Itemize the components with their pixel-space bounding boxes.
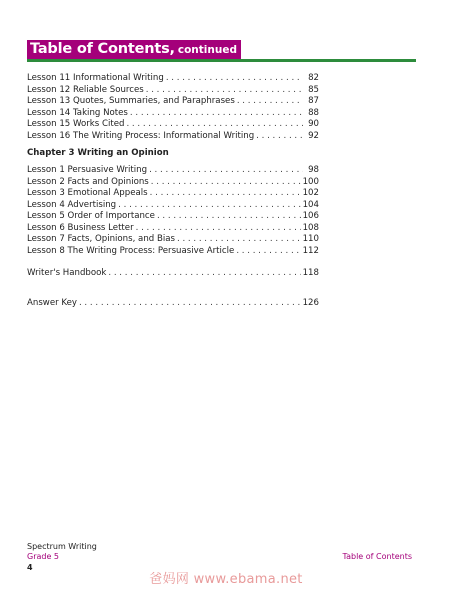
leader-dots [236, 246, 300, 258]
watermark: 爸妈网 www.ebama.net [149, 572, 303, 587]
spacer [27, 280, 319, 298]
toc-entry[interactable] [27, 73, 319, 85]
toc-entry[interactable] [27, 211, 319, 223]
toc-entry[interactable] [27, 200, 319, 212]
toc-entry-title: Writer's Handbook [27, 268, 107, 278]
toc-entry[interactable] [27, 108, 319, 120]
leader-dots [166, 73, 303, 85]
footer-page-number: 4 [27, 563, 33, 572]
toc-entry-page: 88 [308, 107, 319, 118]
header-rule [27, 59, 416, 62]
toc-entry[interactable] [27, 246, 319, 258]
toc-entry-title: Lesson 14 Taking Notes [27, 107, 128, 118]
toc-entry[interactable] [27, 223, 319, 235]
toc-entry[interactable] [27, 96, 319, 108]
leader-dots [126, 119, 303, 131]
leader-dots [237, 96, 303, 108]
header-subtitle: continued [177, 44, 237, 56]
toc-entry-page: 106 [302, 211, 319, 221]
toc-entry[interactable] [27, 85, 319, 97]
toc-entry[interactable] [27, 165, 319, 177]
footer-book-title: Spectrum Writing [27, 542, 97, 551]
toc-entry-title: Lesson 6 Business Letter [27, 222, 134, 233]
toc-entry-title: Lesson 4 Advertising [27, 199, 117, 210]
toc-entry-page: 126 [302, 297, 319, 308]
toc-entry[interactable] [27, 188, 319, 200]
toc-entry-title: Lesson 8 The Writing Process: Persuasive Article [27, 245, 235, 256]
toc-entry-page: 82 [308, 73, 319, 83]
toc-entry[interactable] [27, 234, 319, 246]
toc-entry-page: 90 [308, 119, 319, 129]
leader-dots [108, 268, 300, 280]
chapter-heading: Chapter 3 Writing an Opinion [27, 148, 169, 158]
toc-entry-page: 104 [302, 199, 319, 210]
toc-entry-page: 110 [302, 234, 319, 244]
toc-entry-page: 98 [308, 165, 319, 175]
footer-grade: Grade 5 [27, 552, 60, 561]
toc-entry[interactable] [27, 131, 319, 143]
toc-entry-page: 118 [302, 268, 319, 278]
toc-entry[interactable] [27, 177, 319, 189]
toc-entry-title: Lesson 12 Reliable Sources [27, 84, 144, 95]
leader-dots [149, 165, 303, 177]
leader-dots [130, 108, 303, 120]
leader-dots [118, 200, 300, 212]
leader-dots [157, 211, 301, 223]
toc-entry[interactable] [27, 119, 319, 131]
spacer [27, 257, 319, 268]
toc-entry-handbook[interactable] [27, 268, 319, 280]
leader-dots [151, 177, 301, 189]
toc-entry-page: 100 [302, 176, 319, 187]
header-title: Table of Contents, [30, 41, 175, 57]
toc-entry-page: 87 [308, 96, 319, 106]
footer-section-name: Table of Contents [342, 552, 412, 561]
toc-entry-page: 102 [302, 188, 319, 198]
toc-entry-title: Lesson 16 The Writing Process: Informational Writing [27, 130, 255, 141]
toc-entry-title: Lesson 3 Emotional Appeals [27, 188, 148, 198]
leader-dots [136, 223, 301, 235]
section-header [27, 40, 241, 59]
leader-dots [79, 298, 301, 310]
leader-dots [177, 234, 301, 246]
leader-dots [256, 131, 303, 143]
toc-entry-page: 92 [308, 130, 319, 141]
toc-entry-title: Answer Key [27, 297, 77, 308]
toc-entry-page: 112 [302, 245, 319, 256]
table-of-contents [27, 73, 319, 309]
toc-group-chapter-2 [27, 73, 319, 142]
toc-entry-title: Lesson 13 Quotes, Summaries, and Paraphrases [27, 96, 235, 106]
leader-dots [146, 85, 303, 97]
toc-entry-title: Lesson 11 Informational Writing [27, 73, 164, 83]
toc-entry-page: 108 [302, 222, 319, 233]
toc-entry-title: Lesson 2 Facts and Opinions [27, 176, 149, 187]
toc-entry-page: 85 [308, 84, 319, 95]
toc-entry-title: Lesson 7 Facts, Opinions, and Bias [27, 234, 175, 244]
toc-entry-title: Lesson 15 Works Cited [27, 119, 125, 129]
toc-entry-title: Lesson 5 Order of Importance [27, 211, 155, 221]
toc-entry-title: Lesson 1 Persuasive Writing [27, 165, 148, 175]
toc-group-chapter-3 [27, 165, 319, 257]
toc-entry-answer-key[interactable] [27, 298, 319, 310]
leader-dots [150, 188, 301, 200]
